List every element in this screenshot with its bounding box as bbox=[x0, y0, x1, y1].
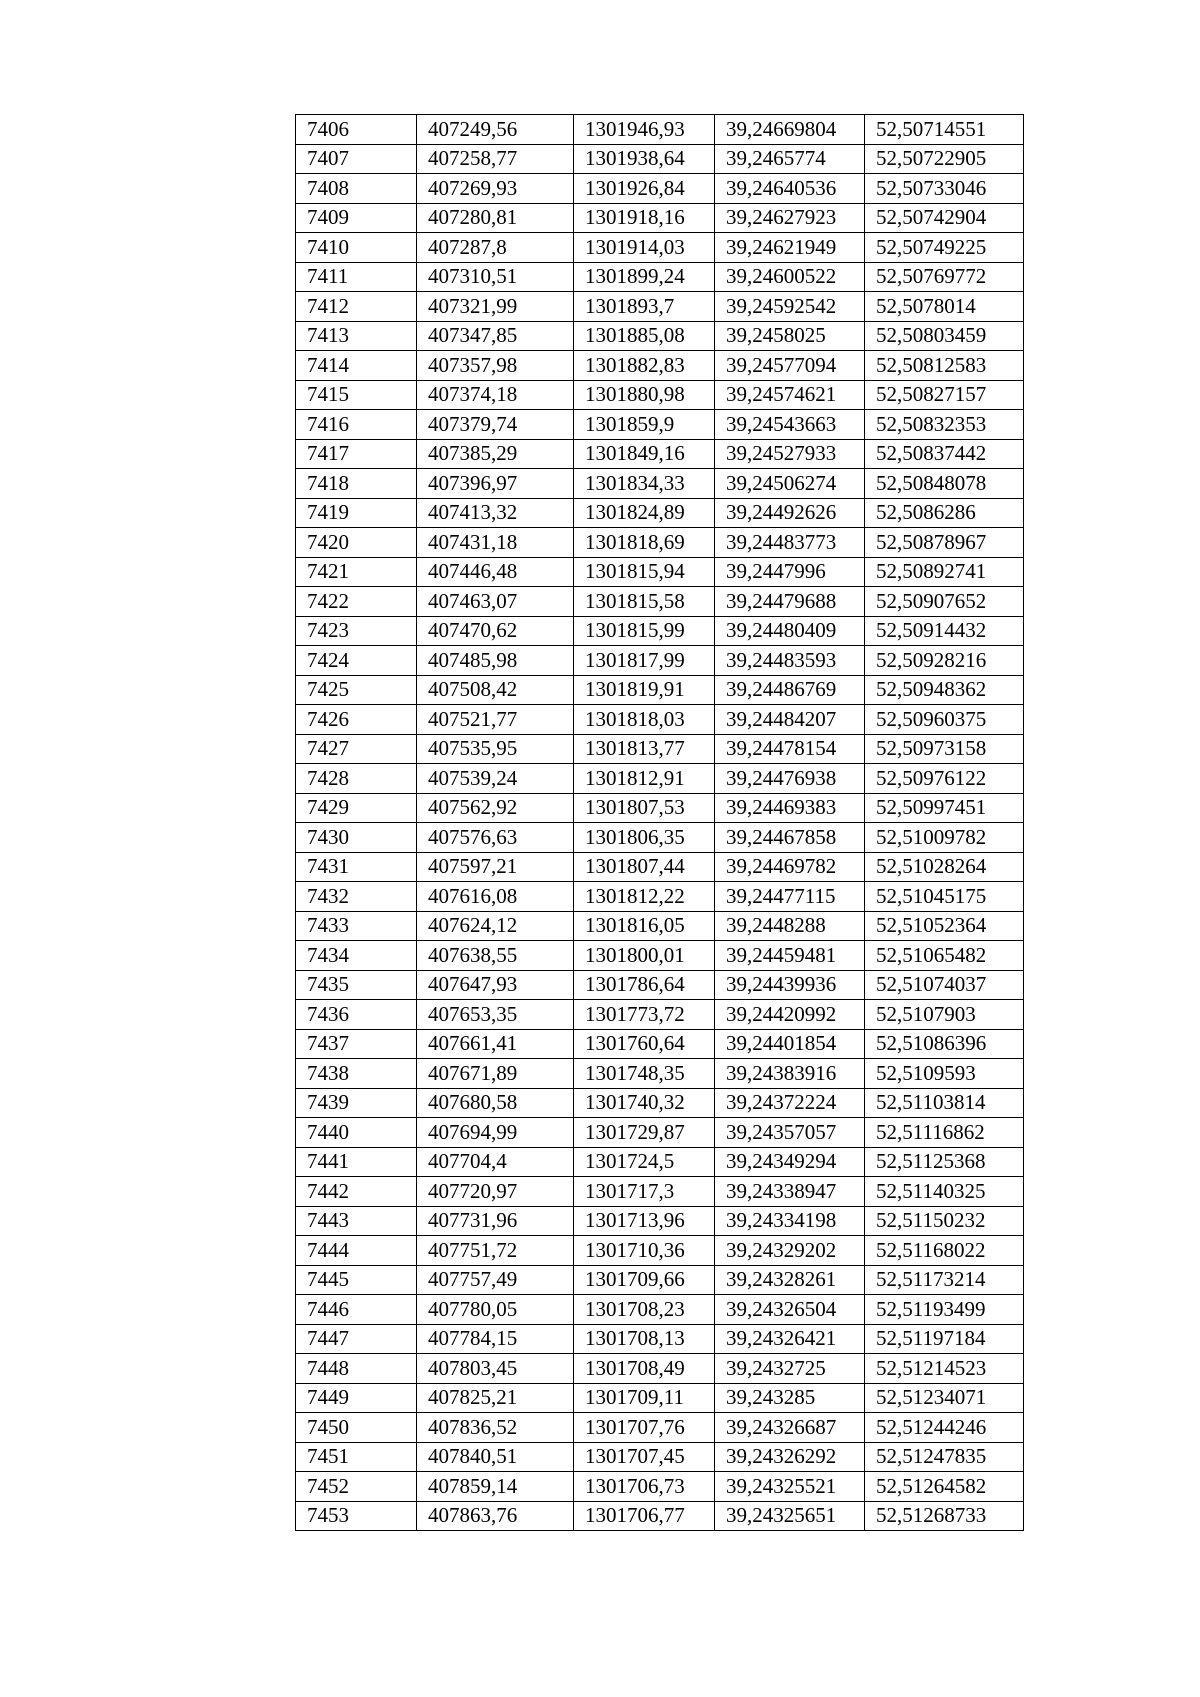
longitude-cell: 52,50960375 bbox=[865, 705, 1024, 735]
y-coordinate-cell: 1301834,33 bbox=[574, 469, 715, 499]
x-coordinate-cell: 407863,76 bbox=[417, 1501, 574, 1531]
point-number-cell: 7449 bbox=[296, 1383, 417, 1413]
x-coordinate-cell: 407859,14 bbox=[417, 1472, 574, 1502]
point-number-cell: 7406 bbox=[296, 115, 417, 145]
table-row bbox=[296, 1088, 1024, 1118]
coordinates-table-body bbox=[296, 115, 1024, 1531]
table-row bbox=[296, 292, 1024, 322]
longitude-cell: 52,51074037 bbox=[865, 970, 1024, 1000]
longitude-cell: 52,51268733 bbox=[865, 1501, 1024, 1531]
point-number-cell: 7419 bbox=[296, 498, 417, 528]
point-number-cell: 7445 bbox=[296, 1265, 417, 1295]
y-coordinate-cell: 1301882,83 bbox=[574, 351, 715, 381]
table-row bbox=[296, 616, 1024, 646]
y-coordinate-cell: 1301918,16 bbox=[574, 203, 715, 233]
latitude-cell: 39,24349294 bbox=[715, 1147, 865, 1177]
latitude-cell: 39,24492626 bbox=[715, 498, 865, 528]
longitude-cell: 52,5078014 bbox=[865, 292, 1024, 322]
y-coordinate-cell: 1301807,44 bbox=[574, 852, 715, 882]
longitude-cell: 52,50832353 bbox=[865, 410, 1024, 440]
table-row bbox=[296, 410, 1024, 440]
point-number-cell: 7432 bbox=[296, 882, 417, 912]
longitude-cell: 52,51052364 bbox=[865, 911, 1024, 941]
y-coordinate-cell: 1301807,53 bbox=[574, 793, 715, 823]
point-number-cell: 7429 bbox=[296, 793, 417, 823]
y-coordinate-cell: 1301707,45 bbox=[574, 1442, 715, 1472]
y-coordinate-cell: 1301709,66 bbox=[574, 1265, 715, 1295]
latitude-cell: 39,2458025 bbox=[715, 321, 865, 351]
longitude-cell: 52,51116862 bbox=[865, 1118, 1024, 1148]
x-coordinate-cell: 407485,98 bbox=[417, 646, 574, 676]
x-coordinate-cell: 407825,21 bbox=[417, 1383, 574, 1413]
table-row bbox=[296, 380, 1024, 410]
latitude-cell: 39,24669804 bbox=[715, 115, 865, 145]
point-number-cell: 7437 bbox=[296, 1029, 417, 1059]
latitude-cell: 39,24574621 bbox=[715, 380, 865, 410]
table-row bbox=[296, 1177, 1024, 1207]
point-number-cell: 7415 bbox=[296, 380, 417, 410]
x-coordinate-cell: 407413,32 bbox=[417, 498, 574, 528]
table-row bbox=[296, 1354, 1024, 1384]
x-coordinate-cell: 407751,72 bbox=[417, 1236, 574, 1266]
y-coordinate-cell: 1301773,72 bbox=[574, 1000, 715, 1030]
latitude-cell: 39,24527933 bbox=[715, 439, 865, 469]
y-coordinate-cell: 1301926,84 bbox=[574, 174, 715, 204]
x-coordinate-cell: 407249,56 bbox=[417, 115, 574, 145]
point-number-cell: 7422 bbox=[296, 587, 417, 617]
point-number-cell: 7435 bbox=[296, 970, 417, 1000]
x-coordinate-cell: 407694,99 bbox=[417, 1118, 574, 1148]
x-coordinate-cell: 407597,21 bbox=[417, 852, 574, 882]
table-row bbox=[296, 1147, 1024, 1177]
table-row bbox=[296, 1236, 1024, 1266]
latitude-cell: 39,24478154 bbox=[715, 734, 865, 764]
x-coordinate-cell: 407535,95 bbox=[417, 734, 574, 764]
longitude-cell: 52,51140325 bbox=[865, 1177, 1024, 1207]
table-row bbox=[296, 1059, 1024, 1089]
y-coordinate-cell: 1301724,5 bbox=[574, 1147, 715, 1177]
longitude-cell: 52,51173214 bbox=[865, 1265, 1024, 1295]
y-coordinate-cell: 1301760,64 bbox=[574, 1029, 715, 1059]
x-coordinate-cell: 407671,89 bbox=[417, 1059, 574, 1089]
longitude-cell: 52,50914432 bbox=[865, 616, 1024, 646]
point-number-cell: 7411 bbox=[296, 262, 417, 292]
longitude-cell: 52,51065482 bbox=[865, 941, 1024, 971]
point-number-cell: 7438 bbox=[296, 1059, 417, 1089]
point-number-cell: 7421 bbox=[296, 557, 417, 587]
point-number-cell: 7436 bbox=[296, 1000, 417, 1030]
x-coordinate-cell: 407647,93 bbox=[417, 970, 574, 1000]
y-coordinate-cell: 1301824,89 bbox=[574, 498, 715, 528]
y-coordinate-cell: 1301748,35 bbox=[574, 1059, 715, 1089]
latitude-cell: 39,24621949 bbox=[715, 233, 865, 263]
y-coordinate-cell: 1301708,23 bbox=[574, 1295, 715, 1325]
x-coordinate-cell: 407357,98 bbox=[417, 351, 574, 381]
longitude-cell: 52,50733046 bbox=[865, 174, 1024, 204]
x-coordinate-cell: 407757,49 bbox=[417, 1265, 574, 1295]
y-coordinate-cell: 1301859,9 bbox=[574, 410, 715, 440]
point-number-cell: 7434 bbox=[296, 941, 417, 971]
latitude-cell: 39,24326421 bbox=[715, 1324, 865, 1354]
table-row bbox=[296, 1442, 1024, 1472]
longitude-cell: 52,50997451 bbox=[865, 793, 1024, 823]
table-row bbox=[296, 646, 1024, 676]
point-number-cell: 7440 bbox=[296, 1118, 417, 1148]
table-row bbox=[296, 203, 1024, 233]
y-coordinate-cell: 1301946,93 bbox=[574, 115, 715, 145]
point-number-cell: 7447 bbox=[296, 1324, 417, 1354]
point-number-cell: 7446 bbox=[296, 1295, 417, 1325]
latitude-cell: 39,24577094 bbox=[715, 351, 865, 381]
x-coordinate-cell: 407258,77 bbox=[417, 144, 574, 174]
y-coordinate-cell: 1301818,69 bbox=[574, 528, 715, 558]
x-coordinate-cell: 407661,41 bbox=[417, 1029, 574, 1059]
table-row bbox=[296, 1265, 1024, 1295]
latitude-cell: 39,24477115 bbox=[715, 882, 865, 912]
table-row bbox=[296, 852, 1024, 882]
y-coordinate-cell: 1301815,99 bbox=[574, 616, 715, 646]
point-number-cell: 7430 bbox=[296, 823, 417, 853]
y-coordinate-cell: 1301885,08 bbox=[574, 321, 715, 351]
longitude-cell: 52,51247835 bbox=[865, 1442, 1024, 1472]
x-coordinate-cell: 407576,63 bbox=[417, 823, 574, 853]
latitude-cell: 39,24600522 bbox=[715, 262, 865, 292]
longitude-cell: 52,51150232 bbox=[865, 1206, 1024, 1236]
table-row bbox=[296, 1324, 1024, 1354]
latitude-cell: 39,24480409 bbox=[715, 616, 865, 646]
x-coordinate-cell: 407616,08 bbox=[417, 882, 574, 912]
x-coordinate-cell: 407562,92 bbox=[417, 793, 574, 823]
longitude-cell: 52,51214523 bbox=[865, 1354, 1024, 1384]
point-number-cell: 7448 bbox=[296, 1354, 417, 1384]
latitude-cell: 39,24329202 bbox=[715, 1236, 865, 1266]
longitude-cell: 52,50892741 bbox=[865, 557, 1024, 587]
latitude-cell: 39,2432725 bbox=[715, 1354, 865, 1384]
x-coordinate-cell: 407803,45 bbox=[417, 1354, 574, 1384]
table-row bbox=[296, 675, 1024, 705]
latitude-cell: 39,24357057 bbox=[715, 1118, 865, 1148]
latitude-cell: 39,24483773 bbox=[715, 528, 865, 558]
longitude-cell: 52,5107903 bbox=[865, 1000, 1024, 1030]
longitude-cell: 52,50827157 bbox=[865, 380, 1024, 410]
table-row bbox=[296, 941, 1024, 971]
y-coordinate-cell: 1301709,11 bbox=[574, 1383, 715, 1413]
x-coordinate-cell: 407321,99 bbox=[417, 292, 574, 322]
latitude-cell: 39,24486769 bbox=[715, 675, 865, 705]
point-number-cell: 7427 bbox=[296, 734, 417, 764]
x-coordinate-cell: 407624,12 bbox=[417, 911, 574, 941]
table-row bbox=[296, 1206, 1024, 1236]
table-row bbox=[296, 439, 1024, 469]
longitude-cell: 52,50749225 bbox=[865, 233, 1024, 263]
x-coordinate-cell: 407521,77 bbox=[417, 705, 574, 735]
y-coordinate-cell: 1301706,73 bbox=[574, 1472, 715, 1502]
y-coordinate-cell: 1301914,03 bbox=[574, 233, 715, 263]
latitude-cell: 39,2465774 bbox=[715, 144, 865, 174]
longitude-cell: 52,50812583 bbox=[865, 351, 1024, 381]
table-row bbox=[296, 351, 1024, 381]
point-number-cell: 7408 bbox=[296, 174, 417, 204]
point-number-cell: 7416 bbox=[296, 410, 417, 440]
latitude-cell: 39,24325521 bbox=[715, 1472, 865, 1502]
point-number-cell: 7444 bbox=[296, 1236, 417, 1266]
point-number-cell: 7410 bbox=[296, 233, 417, 263]
latitude-cell: 39,243285 bbox=[715, 1383, 865, 1413]
y-coordinate-cell: 1301812,91 bbox=[574, 764, 715, 794]
y-coordinate-cell: 1301713,96 bbox=[574, 1206, 715, 1236]
x-coordinate-cell: 407269,93 bbox=[417, 174, 574, 204]
table-row bbox=[296, 823, 1024, 853]
latitude-cell: 39,24401854 bbox=[715, 1029, 865, 1059]
table-row bbox=[296, 528, 1024, 558]
point-number-cell: 7452 bbox=[296, 1472, 417, 1502]
longitude-cell: 52,50848078 bbox=[865, 469, 1024, 499]
latitude-cell: 39,24484207 bbox=[715, 705, 865, 735]
x-coordinate-cell: 407780,05 bbox=[417, 1295, 574, 1325]
latitude-cell: 39,24459481 bbox=[715, 941, 865, 971]
table-row bbox=[296, 262, 1024, 292]
point-number-cell: 7425 bbox=[296, 675, 417, 705]
point-number-cell: 7424 bbox=[296, 646, 417, 676]
point-number-cell: 7407 bbox=[296, 144, 417, 174]
longitude-cell: 52,5109593 bbox=[865, 1059, 1024, 1089]
point-number-cell: 7409 bbox=[296, 203, 417, 233]
point-number-cell: 7423 bbox=[296, 616, 417, 646]
x-coordinate-cell: 407653,35 bbox=[417, 1000, 574, 1030]
latitude-cell: 39,24383916 bbox=[715, 1059, 865, 1089]
x-coordinate-cell: 407638,55 bbox=[417, 941, 574, 971]
table-row bbox=[296, 764, 1024, 794]
table-row bbox=[296, 233, 1024, 263]
y-coordinate-cell: 1301710,36 bbox=[574, 1236, 715, 1266]
x-coordinate-cell: 407431,18 bbox=[417, 528, 574, 558]
point-number-cell: 7439 bbox=[296, 1088, 417, 1118]
x-coordinate-cell: 407379,74 bbox=[417, 410, 574, 440]
x-coordinate-cell: 407347,85 bbox=[417, 321, 574, 351]
y-coordinate-cell: 1301806,35 bbox=[574, 823, 715, 853]
longitude-cell: 52,50878967 bbox=[865, 528, 1024, 558]
y-coordinate-cell: 1301818,03 bbox=[574, 705, 715, 735]
table-row bbox=[296, 970, 1024, 1000]
latitude-cell: 39,24326292 bbox=[715, 1442, 865, 1472]
longitude-cell: 52,50714551 bbox=[865, 115, 1024, 145]
latitude-cell: 39,24326687 bbox=[715, 1413, 865, 1443]
longitude-cell: 52,50837442 bbox=[865, 439, 1024, 469]
coordinates-table bbox=[295, 114, 1024, 1531]
x-coordinate-cell: 407680,58 bbox=[417, 1088, 574, 1118]
table-row bbox=[296, 882, 1024, 912]
y-coordinate-cell: 1301708,49 bbox=[574, 1354, 715, 1384]
point-number-cell: 7418 bbox=[296, 469, 417, 499]
point-number-cell: 7417 bbox=[296, 439, 417, 469]
x-coordinate-cell: 407704,4 bbox=[417, 1147, 574, 1177]
point-number-cell: 7450 bbox=[296, 1413, 417, 1443]
longitude-cell: 52,50722905 bbox=[865, 144, 1024, 174]
latitude-cell: 39,24479688 bbox=[715, 587, 865, 617]
point-number-cell: 7431 bbox=[296, 852, 417, 882]
table-row bbox=[296, 498, 1024, 528]
latitude-cell: 39,24506274 bbox=[715, 469, 865, 499]
table-row bbox=[296, 793, 1024, 823]
y-coordinate-cell: 1301708,13 bbox=[574, 1324, 715, 1354]
x-coordinate-cell: 407280,81 bbox=[417, 203, 574, 233]
y-coordinate-cell: 1301815,94 bbox=[574, 557, 715, 587]
latitude-cell: 39,24439936 bbox=[715, 970, 865, 1000]
latitude-cell: 39,2448288 bbox=[715, 911, 865, 941]
point-number-cell: 7428 bbox=[296, 764, 417, 794]
point-number-cell: 7414 bbox=[296, 351, 417, 381]
x-coordinate-cell: 407508,42 bbox=[417, 675, 574, 705]
longitude-cell: 52,51103814 bbox=[865, 1088, 1024, 1118]
x-coordinate-cell: 407463,07 bbox=[417, 587, 574, 617]
longitude-cell: 52,51045175 bbox=[865, 882, 1024, 912]
longitude-cell: 52,51125368 bbox=[865, 1147, 1024, 1177]
table-row bbox=[296, 734, 1024, 764]
y-coordinate-cell: 1301899,24 bbox=[574, 262, 715, 292]
longitude-cell: 52,51028264 bbox=[865, 852, 1024, 882]
table-row bbox=[296, 705, 1024, 735]
table-row bbox=[296, 1000, 1024, 1030]
table-row bbox=[296, 1295, 1024, 1325]
latitude-cell: 39,24543663 bbox=[715, 410, 865, 440]
longitude-cell: 52,51193499 bbox=[865, 1295, 1024, 1325]
table-row bbox=[296, 557, 1024, 587]
longitude-cell: 52,5086286 bbox=[865, 498, 1024, 528]
y-coordinate-cell: 1301707,76 bbox=[574, 1413, 715, 1443]
longitude-cell: 52,50948362 bbox=[865, 675, 1024, 705]
latitude-cell: 39,24627923 bbox=[715, 203, 865, 233]
y-coordinate-cell: 1301800,01 bbox=[574, 941, 715, 971]
table-row bbox=[296, 1501, 1024, 1531]
longitude-cell: 52,51234071 bbox=[865, 1383, 1024, 1413]
x-coordinate-cell: 407731,96 bbox=[417, 1206, 574, 1236]
latitude-cell: 39,24338947 bbox=[715, 1177, 865, 1207]
table-row bbox=[296, 587, 1024, 617]
y-coordinate-cell: 1301849,16 bbox=[574, 439, 715, 469]
point-number-cell: 7443 bbox=[296, 1206, 417, 1236]
x-coordinate-cell: 407374,18 bbox=[417, 380, 574, 410]
table-row bbox=[296, 174, 1024, 204]
longitude-cell: 52,50742904 bbox=[865, 203, 1024, 233]
point-number-cell: 7413 bbox=[296, 321, 417, 351]
longitude-cell: 52,51264582 bbox=[865, 1472, 1024, 1502]
latitude-cell: 39,24640536 bbox=[715, 174, 865, 204]
x-coordinate-cell: 407840,51 bbox=[417, 1442, 574, 1472]
y-coordinate-cell: 1301819,91 bbox=[574, 675, 715, 705]
longitude-cell: 52,51244246 bbox=[865, 1413, 1024, 1443]
y-coordinate-cell: 1301786,64 bbox=[574, 970, 715, 1000]
point-number-cell: 7453 bbox=[296, 1501, 417, 1531]
table-row bbox=[296, 469, 1024, 499]
longitude-cell: 52,50973158 bbox=[865, 734, 1024, 764]
x-coordinate-cell: 407784,15 bbox=[417, 1324, 574, 1354]
latitude-cell: 39,24420992 bbox=[715, 1000, 865, 1030]
y-coordinate-cell: 1301938,64 bbox=[574, 144, 715, 174]
table-row bbox=[296, 1472, 1024, 1502]
longitude-cell: 52,50803459 bbox=[865, 321, 1024, 351]
y-coordinate-cell: 1301706,77 bbox=[574, 1501, 715, 1531]
table-row bbox=[296, 911, 1024, 941]
x-coordinate-cell: 407396,97 bbox=[417, 469, 574, 499]
table-row bbox=[296, 1383, 1024, 1413]
y-coordinate-cell: 1301815,58 bbox=[574, 587, 715, 617]
latitude-cell: 39,24476938 bbox=[715, 764, 865, 794]
point-number-cell: 7426 bbox=[296, 705, 417, 735]
y-coordinate-cell: 1301717,3 bbox=[574, 1177, 715, 1207]
x-coordinate-cell: 407539,24 bbox=[417, 764, 574, 794]
point-number-cell: 7451 bbox=[296, 1442, 417, 1472]
x-coordinate-cell: 407310,51 bbox=[417, 262, 574, 292]
y-coordinate-cell: 1301880,98 bbox=[574, 380, 715, 410]
table-row bbox=[296, 1118, 1024, 1148]
latitude-cell: 39,24592542 bbox=[715, 292, 865, 322]
longitude-cell: 52,51197184 bbox=[865, 1324, 1024, 1354]
y-coordinate-cell: 1301816,05 bbox=[574, 911, 715, 941]
longitude-cell: 52,51009782 bbox=[865, 823, 1024, 853]
latitude-cell: 39,24334198 bbox=[715, 1206, 865, 1236]
latitude-cell: 39,24328261 bbox=[715, 1265, 865, 1295]
latitude-cell: 39,24469782 bbox=[715, 852, 865, 882]
latitude-cell: 39,24326504 bbox=[715, 1295, 865, 1325]
latitude-cell: 39,24483593 bbox=[715, 646, 865, 676]
x-coordinate-cell: 407287,8 bbox=[417, 233, 574, 263]
table-row bbox=[296, 1413, 1024, 1443]
point-number-cell: 7420 bbox=[296, 528, 417, 558]
table-row bbox=[296, 321, 1024, 351]
table-row bbox=[296, 144, 1024, 174]
latitude-cell: 39,24467858 bbox=[715, 823, 865, 853]
point-number-cell: 7442 bbox=[296, 1177, 417, 1207]
y-coordinate-cell: 1301729,87 bbox=[574, 1118, 715, 1148]
longitude-cell: 52,50928216 bbox=[865, 646, 1024, 676]
latitude-cell: 39,2447996 bbox=[715, 557, 865, 587]
point-number-cell: 7412 bbox=[296, 292, 417, 322]
longitude-cell: 52,50769772 bbox=[865, 262, 1024, 292]
y-coordinate-cell: 1301812,22 bbox=[574, 882, 715, 912]
latitude-cell: 39,24469383 bbox=[715, 793, 865, 823]
x-coordinate-cell: 407836,52 bbox=[417, 1413, 574, 1443]
latitude-cell: 39,24372224 bbox=[715, 1088, 865, 1118]
x-coordinate-cell: 407470,62 bbox=[417, 616, 574, 646]
y-coordinate-cell: 1301740,32 bbox=[574, 1088, 715, 1118]
x-coordinate-cell: 407446,48 bbox=[417, 557, 574, 587]
y-coordinate-cell: 1301817,99 bbox=[574, 646, 715, 676]
x-coordinate-cell: 407385,29 bbox=[417, 439, 574, 469]
longitude-cell: 52,51168022 bbox=[865, 1236, 1024, 1266]
y-coordinate-cell: 1301813,77 bbox=[574, 734, 715, 764]
longitude-cell: 52,50976122 bbox=[865, 764, 1024, 794]
x-coordinate-cell: 407720,97 bbox=[417, 1177, 574, 1207]
longitude-cell: 52,50907652 bbox=[865, 587, 1024, 617]
longitude-cell: 52,51086396 bbox=[865, 1029, 1024, 1059]
table-row bbox=[296, 115, 1024, 145]
table-row bbox=[296, 1029, 1024, 1059]
y-coordinate-cell: 1301893,7 bbox=[574, 292, 715, 322]
latitude-cell: 39,24325651 bbox=[715, 1501, 865, 1531]
point-number-cell: 7433 bbox=[296, 911, 417, 941]
point-number-cell: 7441 bbox=[296, 1147, 417, 1177]
